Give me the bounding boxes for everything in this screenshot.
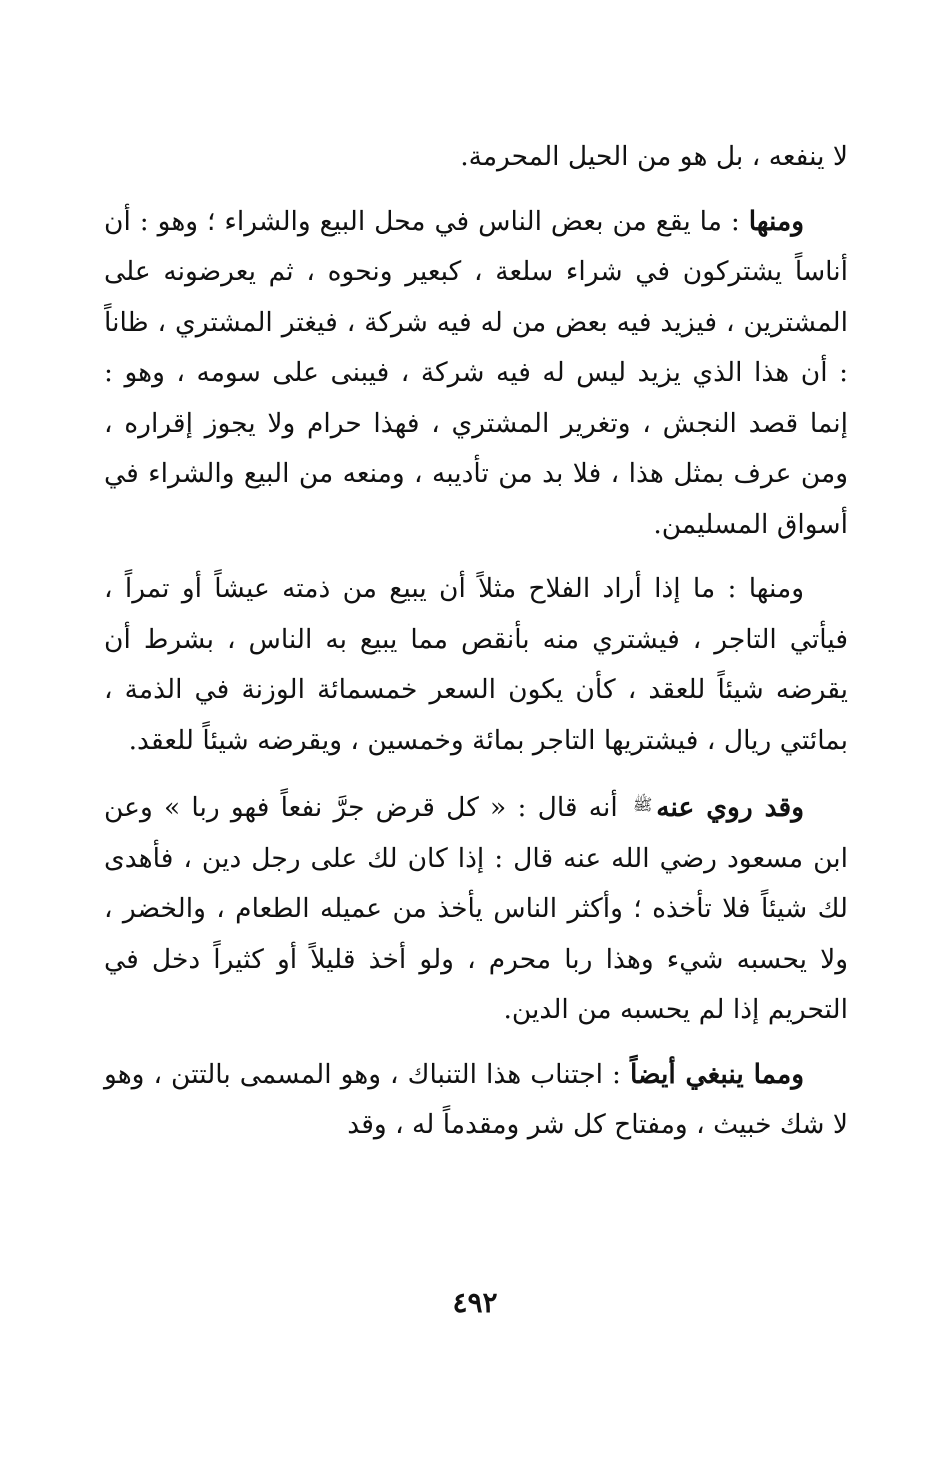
paragraph-lead: وقد روي عنه	[656, 792, 804, 823]
paragraph-continuation	[104, 132, 848, 183]
paragraph-lead: ومنها	[748, 205, 804, 237]
paragraph-text: : اجتناب هذا التنباك ، وهو المسمى بالتتن ، وهو لا شك خبيث ، ومفتاح كل شر ومقدماً له ، وقد	[104, 1058, 848, 1140]
honorific-glyph: ﷺ	[632, 795, 653, 814]
paragraph-text: ومنها : ما إذا أراد الفلاح مثلاً أن يبيع من ذمته عيشاً أو تمراً ، فيأتي التاجر ، فيشتري منه بأنقص مما يبيع به الناس ، بشرط أن يقرضه شيئاً للعقد ، كأن يكون السعر خمسمائة الوزنة في الذمة ، بمائتي ريال ، فيشتريها التاجر بمائة وخمسين ، ويقرضه شيئاً للعقد.	[104, 573, 848, 756]
paragraph-text: أنه قال : « كل قرض جرَّ نفعاً فهو ربا » وعن ابن مسعود رضي الله عنه قال : إذا كان لك على رجل دين ، فأهدى لك شيئاً فلا تأخذه ؛ وأكثر الناس يأخذ من عميله الطعام ، والخضر ، ولا يحسبه شيء وهذا ربا محرم ، ولو أخذ قليلاً أو كثيراً دخل في التحريم إذا لم يحسبه من الدين.	[104, 792, 848, 1025]
paragraph-text: : ما يقع من بعض الناس في محل البيع والشراء ؛ وهو : أن أناساً يشتركون في شراء سلعة ، كبعير ونحوه ، ثم يعرضونه على المشترين ، فيزيد فيه بعض من له فيه شركة ، فيغتر المشتري ، ظاناً : أن هذا الذي يزيد ليس له فيه شركة ، فيبنى على سومه ، وهو : إنما قصد النجش ، وتغرير المشتري ، فهذا حرام ولا يجوز إقراره ، ومن عرف بمثل هذا ، فلا بد من تأديبه ، ومنعه من البيع والشراء في أسواق المسليمن.	[104, 205, 848, 540]
paragraph-lead: ومما ينبغي أيضاً	[629, 1058, 804, 1090]
paragraph-tobacco	[104, 1050, 848, 1151]
paragraph-farmer	[104, 564, 848, 766]
paragraph-najsh	[104, 197, 848, 551]
paragraph-hadith	[104, 780, 848, 1036]
page-number: ٤٩٢	[452, 1286, 498, 1319]
paragraph-text: لا ينفعه ، بل هو من الحيل المحرمة.	[460, 141, 848, 172]
body-text	[104, 132, 848, 1165]
